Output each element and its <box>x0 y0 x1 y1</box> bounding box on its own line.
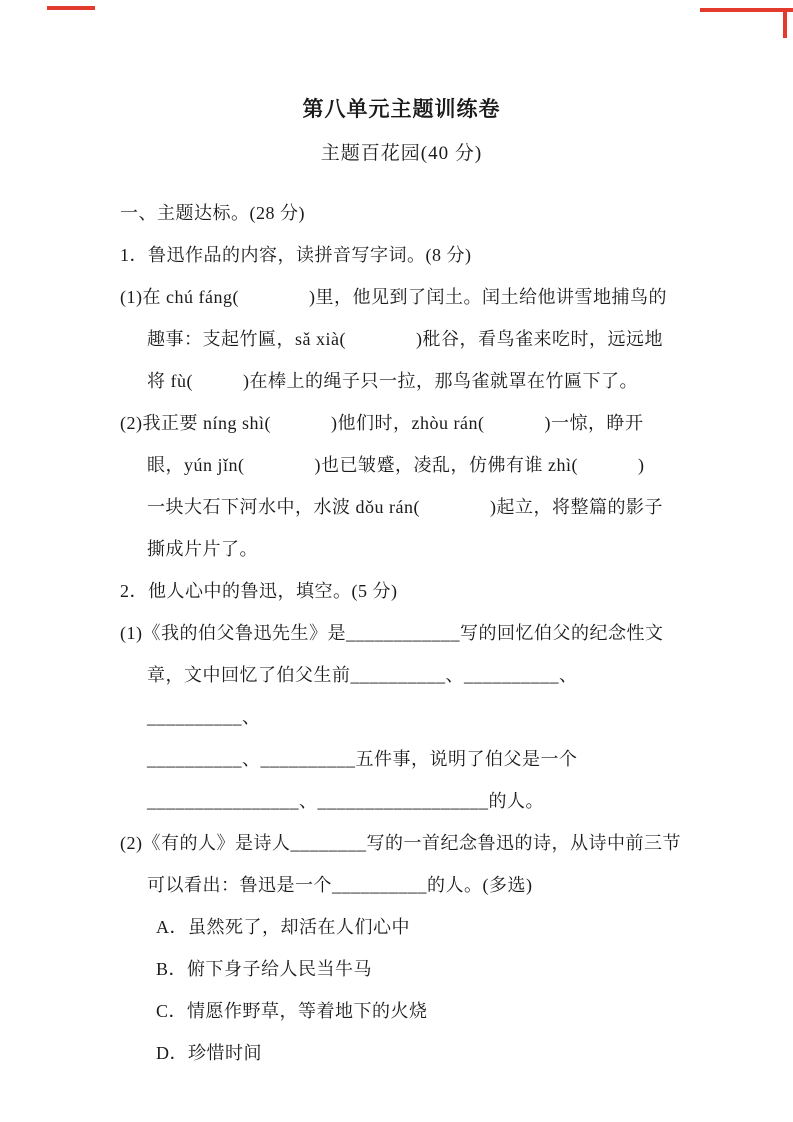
red-border-mark-top-right-horizontal <box>700 8 793 12</box>
q2-part2-line-2: 可以看出：鲁迅是一个__________的人。(多选) <box>147 875 533 895</box>
q2-option-d: D．珍惜时间 <box>156 1043 262 1063</box>
q1-part1-line-2: 趣事：支起竹匾，sǎ xià( )秕谷，看鸟雀来吃时，远远地 <box>147 329 663 349</box>
q2-option-a: A．虽然死了，却活在人们心中 <box>156 917 410 937</box>
q2-part2-line-1: (2)《有的人》是诗人________写的一首纪念鲁迅的诗，从诗中前三节 <box>120 833 681 853</box>
red-border-mark-top-right-vertical <box>783 8 787 38</box>
q2-option-b: B．俯下身子给人民当牛马 <box>156 959 373 979</box>
page-title: 第八单元主题训练卷 <box>302 97 501 121</box>
q2-part1-line-3: __________、__________五件事，说明了伯父是一个 <box>147 749 578 769</box>
q1-part2-line-2: 眼，yún jǐn( )也已皱蹙，凌乱，仿佛有谁 zhì( ) <box>147 455 645 475</box>
q1-part2-line-4: 撕成片片了。 <box>147 539 258 559</box>
q1-part1-line-1: (1)在 chú fáng( )里，他见到了闰土。闰土给他讲雪地捕鸟的 <box>120 287 667 307</box>
red-border-mark-top-left <box>47 6 95 10</box>
q1-part1-line-3: 将 fù( )在棒上的绳子只一拉，那鸟雀就罩在竹匾下了。 <box>147 371 638 391</box>
question-2-stem: 2．他人心中的鲁迅，填空。(5 分) <box>120 581 398 601</box>
q2-part1-line-2: 章，文中回忆了伯父生前__________、__________、__________、 <box>147 665 578 727</box>
q2-option-c: C．情愿作野草，等着地下的火烧 <box>156 1001 428 1021</box>
q1-part2-line-3: 一块大石下河水中，水波 dǒu rán( )起立，将整篇的影子 <box>147 497 663 517</box>
section-1-heading: 一、主题达标。(28 分) <box>120 203 305 223</box>
q2-part1-line-1: (1)《我的伯父鲁迅先生》是____________写的回忆伯父的纪念性文 <box>120 623 664 643</box>
q2-part1-line-4: ________________、__________________的人。 <box>147 791 544 811</box>
page-subtitle: 主题百花园(40 分) <box>320 143 483 164</box>
q1-part2-line-1: (2)我正要 níng shì( )他们时，zhòu rán( )一惊，睁开 <box>120 413 644 433</box>
question-1-stem: 1．鲁迅作品的内容，读拼音写字词。(8 分) <box>120 245 472 265</box>
paper-body <box>120 192 683 1074</box>
